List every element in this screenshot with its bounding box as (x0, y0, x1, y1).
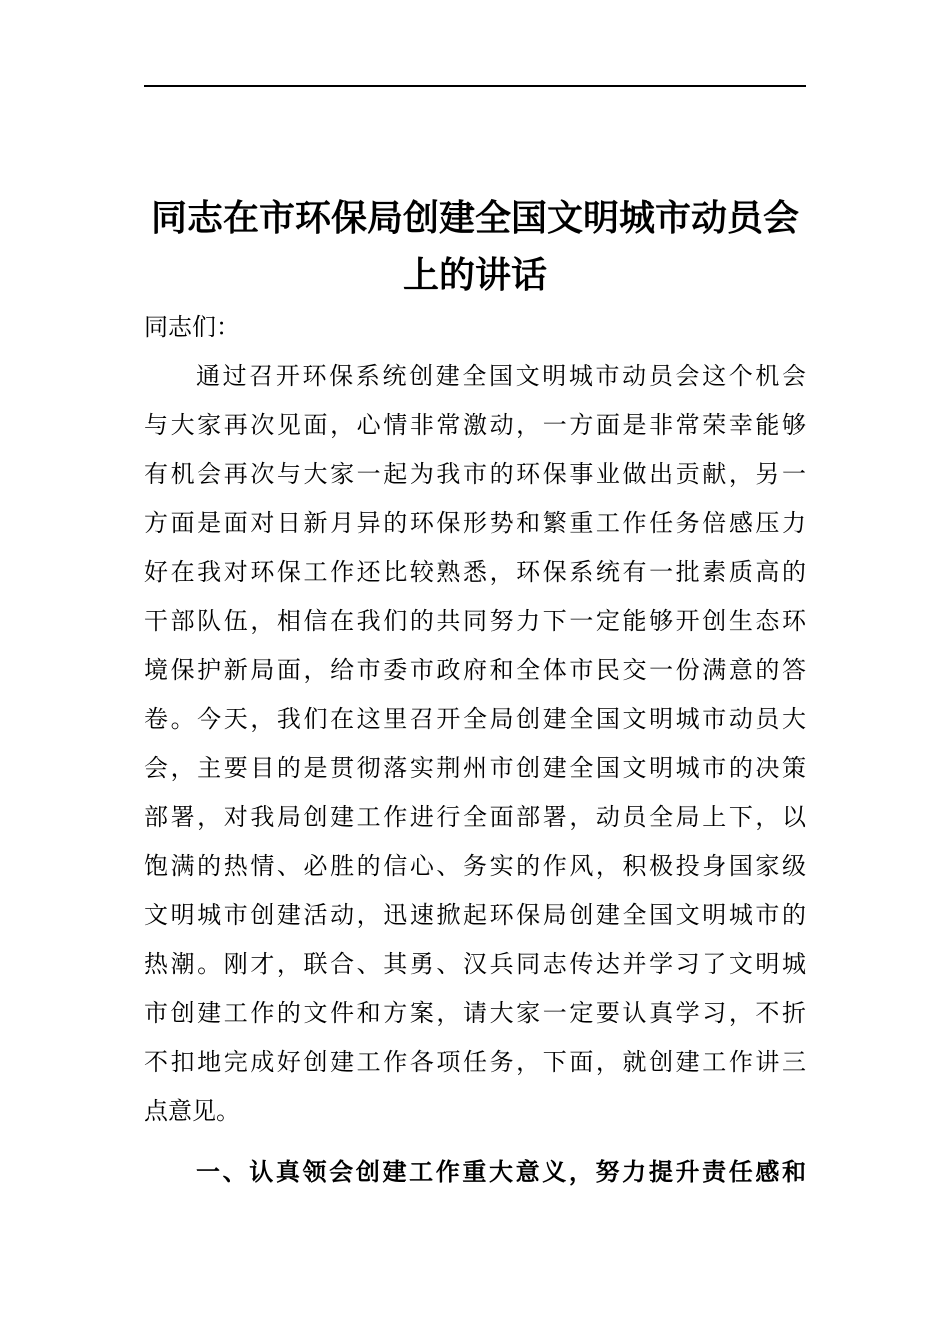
title-line-1: 同志在市环保局创建全国文明城市动员会 (150, 197, 799, 239)
paragraph-line: 方面是面对日新月异的环保形势和繁重工作任务倍感压力 (144, 509, 806, 537)
paragraph-line: 好在我对环保工作还比较熟悉，环保系统有一批素质高的 (144, 558, 806, 586)
paragraph-line: 干部队伍，相信在我们的共同努力下一定能够开创生态环 (144, 607, 806, 635)
body-paragraph (144, 352, 806, 1136)
paragraph-line: 会，主要目的是贯彻落实荆州市创建全国文明城市的决策 (144, 754, 806, 782)
paragraph-line: 部署，对我局创建工作进行全面部署，动员全局上下，以 (144, 803, 806, 831)
salutation: 同志们： (144, 313, 240, 341)
paragraph-line: 点意见。 (144, 1097, 240, 1125)
title-line-2: 上的讲话 (402, 254, 547, 296)
paragraph-line: 不扣地完成好创建工作各项任务，下面，就创建工作讲三 (144, 1048, 806, 1076)
paragraph-line: 有机会再次与大家一起为我市的环保事业做出贡献，另一 (144, 460, 806, 488)
section-heading: 一、认真领会创建工作重大意义，努力提升责任感和 (196, 1158, 806, 1186)
paragraph-line: 境保护新局面，给市委市政府和全体市民交一份满意的答 (144, 656, 806, 684)
paragraph-line: 热潮。刚才，联合、其勇、汉兵同志传达并学习了文明城 (144, 950, 806, 978)
paragraph-line: 通过召开环保系统创建全国文明城市动员会这个机会 (196, 362, 806, 390)
paragraph-line: 饱满的热情、必胜的信心、务实的作风，积极投身国家级 (144, 852, 806, 880)
paragraph-line: 卷。今天，我们在这里召开全局创建全国文明城市动员大 (144, 705, 806, 733)
paragraph-line: 市创建工作的文件和方案，请大家一定要认真学习，不折 (144, 999, 806, 1027)
paragraph-line: 文明城市创建活动，迅速掀起环保局创建全国文明城市的 (144, 901, 806, 929)
document-title (144, 190, 806, 304)
paragraph-line: 与大家再次见面，心情非常激动，一方面是非常荣幸能够 (144, 411, 806, 439)
header-rule (144, 85, 806, 87)
